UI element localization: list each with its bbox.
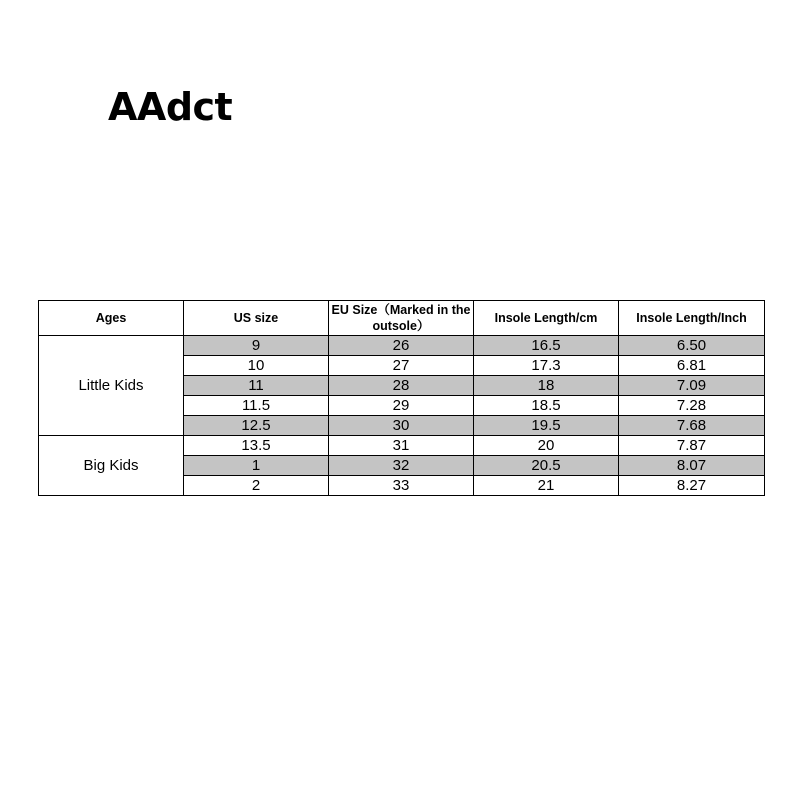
insole-cm-cell: 17.3	[474, 356, 619, 376]
insole-cm-cell: 19.5	[474, 416, 619, 436]
brand-logo-text: AAdct	[108, 85, 233, 129]
us-size-cell: 11	[184, 376, 329, 396]
insole-cm-cell: 18	[474, 376, 619, 396]
table-row	[39, 436, 765, 456]
insole-inch-cell: 7.87	[619, 436, 765, 456]
eu-size-cell: 26	[329, 336, 474, 356]
table-header-row	[39, 301, 765, 336]
header-insole-inch: Insole Length/Inch	[619, 301, 765, 336]
us-size-cell: 1	[184, 456, 329, 476]
header-ages: Ages	[39, 301, 184, 336]
eu-size-cell: 32	[329, 456, 474, 476]
insole-cm-cell: 16.5	[474, 336, 619, 356]
eu-size-cell: 30	[329, 416, 474, 436]
header-us-size: US size	[184, 301, 329, 336]
us-size-cell: 9	[184, 336, 329, 356]
insole-cm-cell: 20	[474, 436, 619, 456]
eu-size-cell: 29	[329, 396, 474, 416]
table-row	[39, 336, 765, 356]
us-size-cell: 13.5	[184, 436, 329, 456]
eu-size-cell: 28	[329, 376, 474, 396]
header-insole-cm: Insole Length/cm	[474, 301, 619, 336]
insole-inch-cell: 6.81	[619, 356, 765, 376]
eu-size-cell: 31	[329, 436, 474, 456]
eu-size-cell: 27	[329, 356, 474, 376]
insole-cm-cell: 18.5	[474, 396, 619, 416]
us-size-cell: 10	[184, 356, 329, 376]
group-label-big-kids: Big Kids	[39, 436, 184, 496]
insole-inch-cell: 8.27	[619, 476, 765, 496]
us-size-cell: 12.5	[184, 416, 329, 436]
insole-inch-cell: 7.28	[619, 396, 765, 416]
eu-size-cell: 33	[329, 476, 474, 496]
header-eu-size: EU Size（Marked in the outsole）	[329, 301, 474, 336]
insole-cm-cell: 21	[474, 476, 619, 496]
insole-inch-cell: 8.07	[619, 456, 765, 476]
us-size-cell: 2	[184, 476, 329, 496]
insole-cm-cell: 20.5	[474, 456, 619, 476]
insole-inch-cell: 6.50	[619, 336, 765, 356]
insole-inch-cell: 7.68	[619, 416, 765, 436]
size-chart-table	[38, 300, 765, 496]
us-size-cell: 11.5	[184, 396, 329, 416]
group-label-little-kids: Little Kids	[39, 336, 184, 436]
insole-inch-cell: 7.09	[619, 376, 765, 396]
